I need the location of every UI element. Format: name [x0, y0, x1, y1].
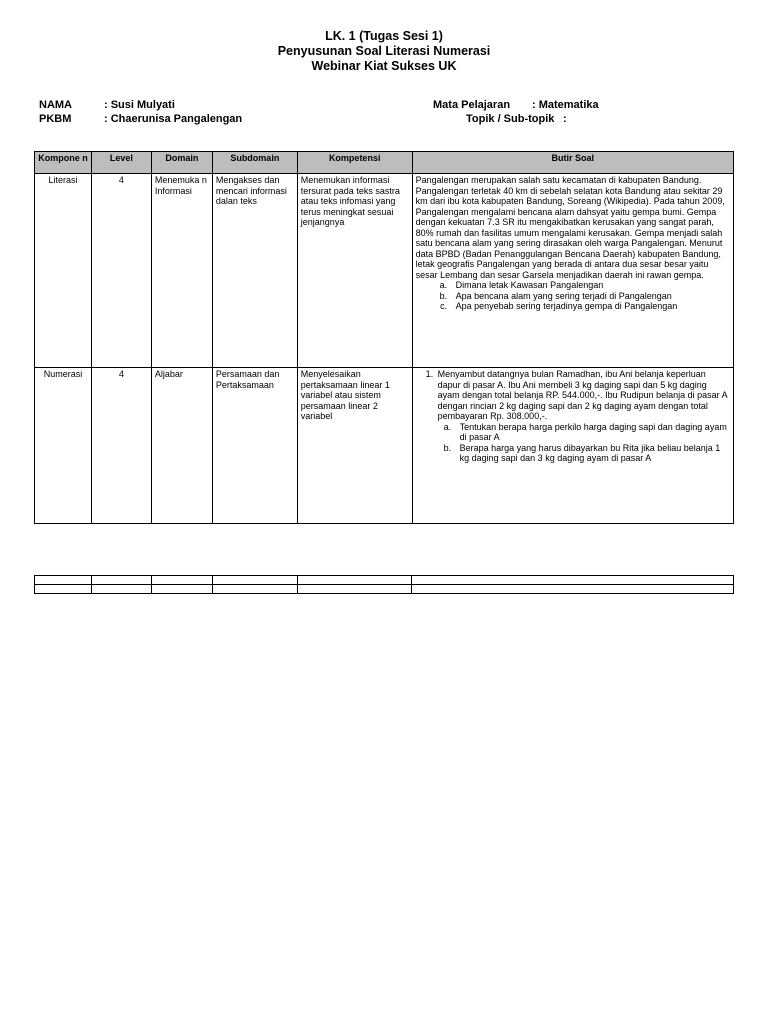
empty-row [35, 576, 734, 585]
empty-table [34, 575, 734, 594]
empty-cell [151, 576, 212, 585]
cell-subdomain: Mengakses dan mencari informasi dalan teks [212, 174, 297, 368]
cell-domain: Menemuka n Informasi [151, 174, 212, 368]
empty-cell [35, 585, 92, 594]
question-item: c. Apa penyebab sering terjadinya gempa di Pangalengan [450, 301, 730, 312]
header-butir-soal: Butir Soal [412, 152, 733, 174]
question-list [416, 280, 730, 312]
empty-cell [35, 576, 92, 585]
question-list [438, 422, 730, 464]
empty-cell [212, 576, 297, 585]
question-item: b. Apa bencana alam yang sering terjadi di Pangalengan [450, 291, 730, 302]
mapel-label: Mata Pelajaran [433, 99, 511, 111]
empty-cell [297, 585, 412, 594]
stimulus-text: Pangalengan merupakan salah satu kecamatan di kabupaten Bandung. Pangalengan terletak 40 km di sebelah selatan kota Bandung atau sekitar 29 km dari ibu kota kabupaten Bandung, Soreang (Wikipedia). Pada tahun 2009, Pangalengan mengalami bencana alam dahsyat yaitu gempa bumi. Gempa dengan kekuatan 7.3 SR itu mengakibatkan kerusakan yang sangat parah, 80% rumah dan fasilitas umum mengalami kerusakan. Gempa menjadi salah satu bencana alam yang sering dirasakan oleh warga Pangalengan. Menurut data BPBD (Badan Penanggulangan Bencana Daerah) kabupaten Bandung, letak geografis Pangalengan yang berada di antara dua sesar besar yaitu sesar Lembang dan sesar Garsela menjadikan daerah ini rawan gempa. [415, 175, 725, 280]
mapel-value: : Matematika [532, 99, 599, 111]
nama-value: : Susi Mulyati [104, 99, 175, 111]
topik-label: Topik / Sub-topik [466, 113, 555, 125]
header-domain: Domain [151, 152, 212, 174]
cell-kompetensi: Menyelesaikan pertaksamaan linear 1 variabel atau sistem persamaan linear 2 variabel [297, 368, 412, 524]
empty-cell [412, 585, 734, 594]
cell-level: 4 [91, 174, 151, 368]
title-line-3: Webinar Kiat Sukses UK [311, 59, 457, 73]
table-header-row [35, 152, 734, 174]
cell-butir-soal [412, 174, 733, 368]
header-subdomain: Subdomain [212, 152, 297, 174]
empty-cell [91, 576, 151, 585]
cell-butir-soal [412, 368, 733, 524]
empty-cell [151, 585, 212, 594]
empty-cell [297, 576, 412, 585]
table-row-numerasi [35, 368, 734, 524]
stimulus-text: Menyambut datangnya bulan Ramadhan, ibu Ani belanja keperluan dapur di pasar A. Ibu Ani membeli 3 kg daging sapi dan 5 kg daging ayam dengan total belanja RP. 544.000,-. Ibu Rudipun belanja di pasar A dengan rincian 2 kg daging sapi dan 2 kg daging ayam dengan total pembayaran Rp. 308.000,-. [437, 369, 728, 421]
cell-domain: Aljabar [151, 368, 212, 524]
pkbm-value: : Chaerunisa Pangalengan [104, 113, 243, 125]
empty-row [35, 585, 734, 594]
document-title-block [0, 29, 768, 74]
empty-cell [212, 585, 297, 594]
cell-komponen: Numerasi [35, 368, 92, 524]
empty-cell [412, 576, 734, 585]
cell-level: 4 [91, 368, 151, 524]
title-line-1: LK. 1 (Tugas Sesi 1) [325, 29, 443, 43]
cell-subdomain: Persamaan dan Pertaksamaan [212, 368, 297, 524]
cell-komponen: Literasi [35, 174, 92, 368]
question-item: a. Dimana letak Kawasan Pangalengan [450, 280, 730, 291]
header-komponen: Kompone n [35, 152, 92, 174]
question-item: a. Tentukan berapa harga perkilo harga daging sapi dan daging ayam di pasar A [454, 422, 730, 443]
pkbm-label: PKBM [39, 113, 72, 125]
header-level: Level [91, 152, 151, 174]
question-table [34, 151, 734, 524]
numbered-item [436, 369, 730, 464]
numbered-list [416, 369, 730, 464]
header-kompetensi: Kompetensi [297, 152, 412, 174]
title-line-2: Penyusunan Soal Literasi Numerasi [277, 44, 491, 58]
nama-label: NAMA [39, 99, 72, 111]
empty-cell [91, 585, 151, 594]
cell-kompetensi: Menemukan informasi tersurat pada teks sastra atau teks infomasi yang terus meningkat sesuai jenjangnya [297, 174, 412, 368]
table-row-literasi [35, 174, 734, 368]
question-item: b. Berapa harga yang harus dibayarkan bu Rita jika beliau belanja 1 kg daging sapi dan 3 kg daging ayam di pasar A [454, 443, 730, 464]
topik-value: : [563, 113, 567, 125]
